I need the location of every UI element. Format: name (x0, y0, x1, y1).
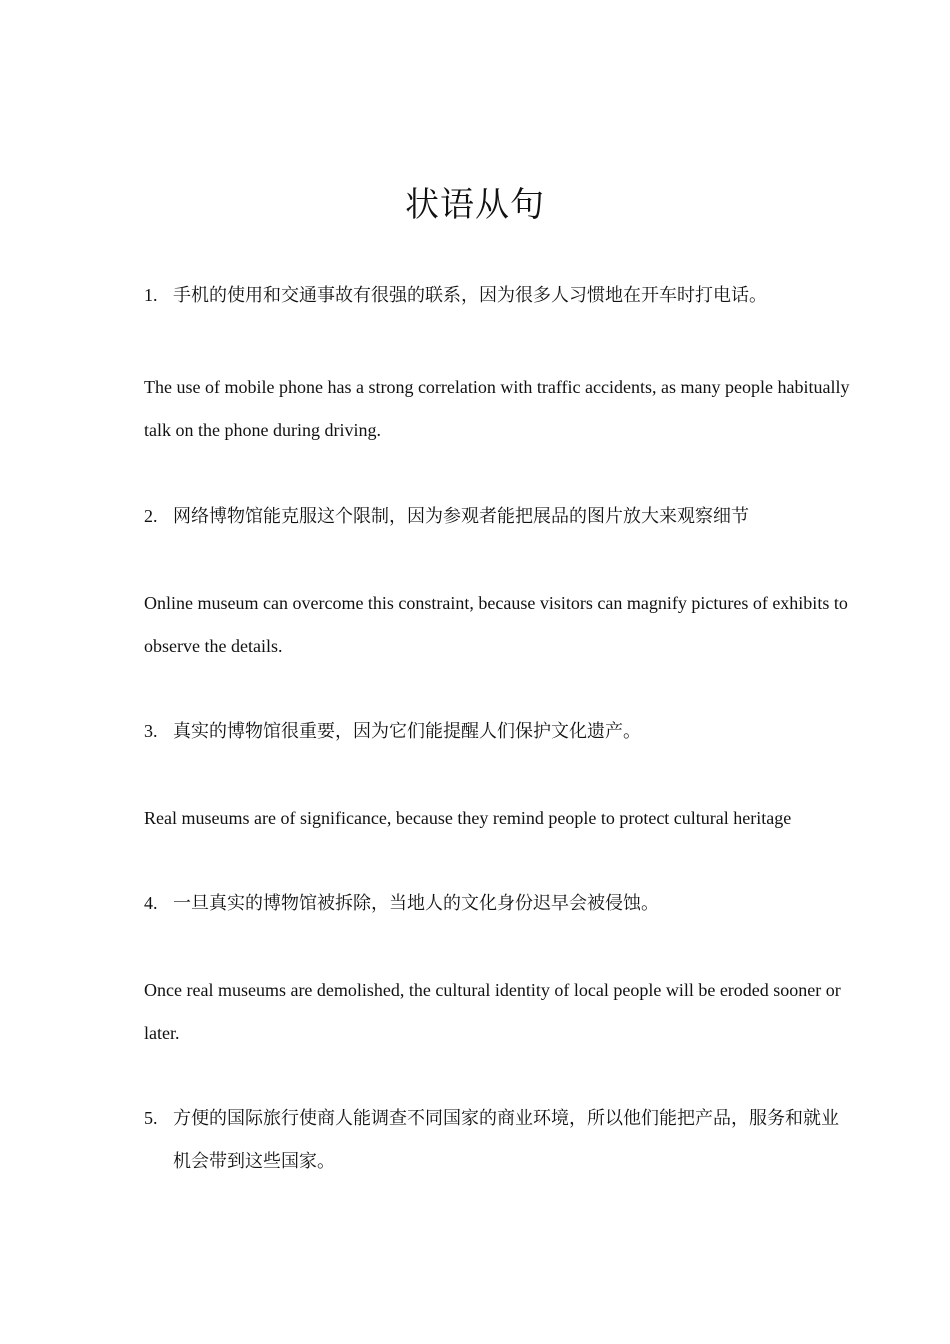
item-3-chinese (144, 710, 850, 753)
item-1-chinese-text: 手机的使用和交通事故有很强的联系，因为很多人习惯地在开车时打电话。 (173, 285, 767, 306)
item-2-chinese (144, 495, 850, 538)
page-title: 状语从句 (405, 185, 545, 225)
item-5-chinese-text: 方便的国际旅行使商人能调查不同国家的商业环境，所以他们能把产品，服务和就业机会带到这些国家。 (173, 1108, 839, 1172)
item-1-chinese (144, 274, 850, 317)
item-3-chinese-text: 真实的博物馆很重要，因为它们能提醒人们保护文化遗产。 (173, 721, 641, 742)
item-5-number: 5. (144, 1108, 158, 1128)
item-1-english: The use of mobile phone has a strong correlation with traffic accidents, as many people habitually talk on the phone during driving. (144, 377, 850, 440)
item-3-number: 3. (144, 721, 158, 741)
item-4-english: Once real museums are demolished, the cultural identity of local people will be eroded sooner or later. (144, 980, 841, 1043)
item-2-number: 2. (144, 506, 158, 526)
item-5-chinese (144, 1097, 850, 1183)
item-4-chinese-text: 一旦真实的博物馆被拆除，当地人的文化身份迟早会被侵蚀。 (173, 893, 659, 914)
item-2-english: Online museum can overcome this constraint, because visitors can magnify pictures of exhibits to observe the details. (144, 593, 848, 656)
item-4-chinese (144, 882, 850, 925)
item-4-number: 4. (144, 893, 158, 913)
item-1-number: 1. (144, 285, 158, 305)
item-2-chinese-text: 网络博物馆能克服这个限制，因为参观者能把展品的图片放大来观察细节 (173, 506, 749, 527)
item-3-english: Real museums are of significance, because they remind people to protect cultural heritage (144, 808, 792, 828)
